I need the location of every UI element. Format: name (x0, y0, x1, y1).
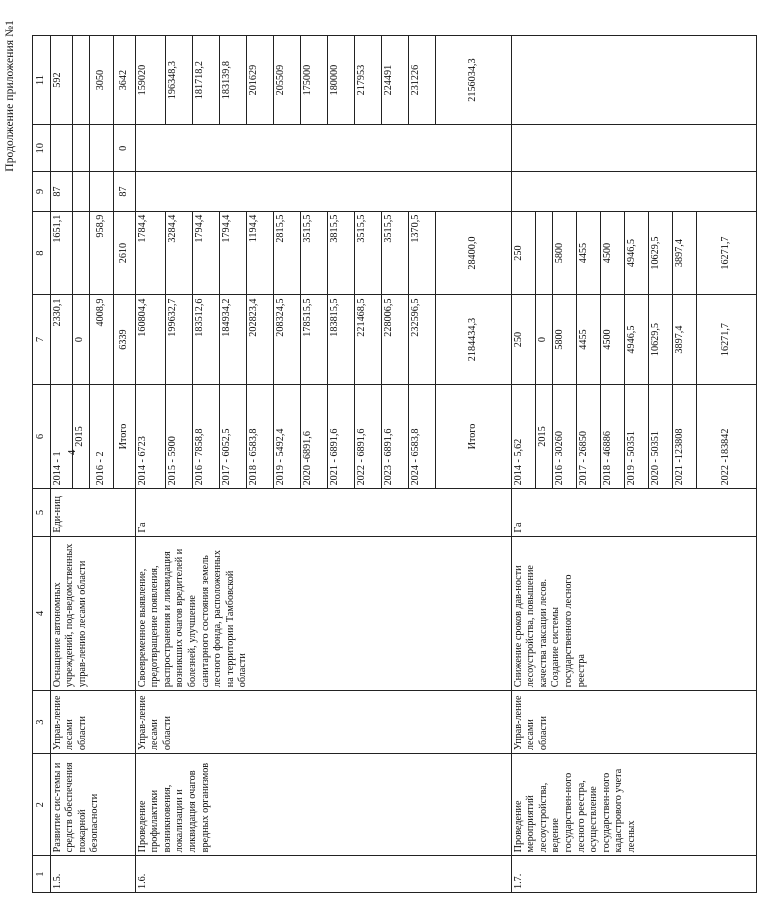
value-cell: 4946,5 (624, 295, 648, 384)
period-cell: 2015 - 5900 (165, 384, 192, 489)
value-cell: 4946,5 (624, 211, 648, 295)
section-measure: Снижение сроков дав-ности лесоустройства, повышение качества таксации лесов. Создание системы государственного лесного реестра (511, 536, 756, 691)
section-name: Проведение мероприятий лесоустройства, ведение государствен-ного лесного реестра, осуществление государствен-ного кадастрового учета лесных (511, 754, 756, 856)
value-cell: 2815,5 (273, 211, 300, 295)
value-cell: 2156034,3 (435, 36, 511, 125)
period-cell: 2018 - 6583,8 (246, 384, 273, 489)
period-cell: 2014 - 1 (50, 384, 72, 489)
value-cell: 10629,5 (648, 211, 672, 295)
value-cell: 3897,4 (672, 295, 696, 384)
value-cell: 3815,5 (327, 211, 354, 295)
value-cell: 1794,4 (219, 211, 246, 295)
period-cell: 2014 - 5,62 (511, 384, 535, 489)
value-cell: 3515,5 (381, 211, 408, 295)
value-cell: 175000 (300, 36, 327, 125)
value-cell: 16271,7 (696, 295, 756, 384)
period-cell: 2020 -6891,6 (300, 384, 327, 489)
value-cell: 3897,4 (672, 211, 696, 295)
value-cell: 0 (72, 295, 89, 384)
value-cell: 1370,5 (408, 211, 435, 295)
value-cell: 4500 (600, 295, 624, 384)
period-cell: 2016 - 7858,8 (192, 384, 219, 489)
period-cell: 2018 - 46886 (600, 384, 624, 489)
value-cell (72, 125, 89, 172)
value-cell: 2610 (113, 211, 135, 295)
section-unit: Га (135, 489, 511, 536)
col-header: 1 (33, 856, 51, 893)
section-number: 1.6. (135, 856, 511, 893)
value-cell: 10629,5 (648, 295, 672, 384)
value-cell: 232596,5 (408, 295, 435, 384)
value-cell: 183815,5 (327, 295, 354, 384)
period-cell: 2015 (535, 384, 552, 489)
value-cell: 592 (50, 36, 72, 125)
col-header: 3 (33, 691, 51, 754)
value-cell: 87 (113, 172, 135, 211)
period-cell: 2023 - 6891,6 (381, 384, 408, 489)
value-cell: 3515,5 (354, 211, 381, 295)
value-cell (72, 172, 89, 211)
period-cell: 2022 - 6891,6 (354, 384, 381, 489)
col-header: 11 (33, 36, 51, 125)
period-cell: Итого (435, 384, 511, 489)
value-cell: 199632,7 (165, 295, 192, 384)
section-measure: Оснащение автономных учреждений, под-ведомственных управ-лению лесами области (50, 536, 135, 691)
value-cell: 196348,3 (165, 36, 192, 125)
continuation-label: Продолжение приложения №1 (4, 20, 16, 172)
empty-cell (511, 125, 756, 172)
period-cell: 2014 - 6723 (135, 384, 165, 489)
value-cell: 160804,4 (135, 295, 165, 384)
section-measure: Своевременное выявление, предотвращение появления, распространения и ликвидация возникших очагов вредителей и болезней, улучшение санитарного состояния земель лесного фонда, расположенных на территории Тамбовской области (135, 536, 511, 691)
value-cell: 0 (113, 125, 135, 172)
section-executor: Управ-ление лесами области (511, 691, 756, 754)
period-cell: 2024 - 6583,8 (408, 384, 435, 489)
value-cell: 208324,5 (273, 295, 300, 384)
value-cell: 0 (535, 295, 552, 384)
empty-cell (511, 36, 756, 125)
value-cell (89, 125, 113, 172)
period-cell: 2021 -123808 (672, 384, 696, 489)
section-executor: Управ-ление лесами области (50, 691, 135, 754)
value-cell: 181718,2 (192, 36, 219, 125)
value-cell (535, 211, 552, 295)
period-cell: 2019 - 5492,4 (273, 384, 300, 489)
period-cell: 2022 -183842 (696, 384, 756, 489)
period-cell: 2016 - 30260 (552, 384, 576, 489)
value-cell: 201629 (246, 36, 273, 125)
value-cell: 3284,4 (165, 211, 192, 295)
value-cell (50, 125, 72, 172)
value-cell: 2330,1 (50, 295, 72, 384)
empty-cell (135, 125, 511, 172)
value-cell: 1194,4 (246, 211, 273, 295)
value-cell: 5800 (552, 211, 576, 295)
value-cell (72, 36, 89, 125)
period-cell: 2015 (72, 384, 89, 489)
value-cell: 202823,4 (246, 295, 273, 384)
value-cell: 178515,5 (300, 295, 327, 384)
value-cell: 3642 (113, 36, 135, 125)
period-cell: 2017 - 26850 (576, 384, 600, 489)
value-cell: 250 (511, 211, 535, 295)
value-cell: 6339 (113, 295, 135, 384)
value-cell: 3515,5 (300, 211, 327, 295)
period-cell: Итого (113, 384, 135, 489)
value-cell: 4455 (576, 211, 600, 295)
section-name: Проведение профилактики возникновения, локализации и ликвидация очагов вредных организмов (135, 754, 511, 856)
value-cell: 221468,5 (354, 295, 381, 384)
value-cell: 205509 (273, 36, 300, 125)
value-cell: 958,9 (89, 211, 113, 295)
value-cell: 183512,6 (192, 295, 219, 384)
value-cell (89, 172, 113, 211)
empty-cell (135, 172, 511, 211)
value-cell: 224491 (381, 36, 408, 125)
value-cell: 250 (511, 295, 535, 384)
section-number: 1.7. (511, 856, 756, 893)
column-number-row (33, 36, 51, 893)
value-cell: 16271,7 (696, 211, 756, 295)
col-header: 10 (33, 125, 51, 172)
table-row (511, 36, 535, 893)
empty-cell (511, 172, 756, 211)
col-header: 9 (33, 172, 51, 211)
table-row (135, 36, 165, 893)
value-cell: 228006,5 (381, 295, 408, 384)
col-header: 7 (33, 295, 51, 384)
col-header: 8 (33, 211, 51, 295)
period-cell: 2020 - 50351 (648, 384, 672, 489)
section-name: Развитие сис-темы и средств обеспечения пожарной безопасности (50, 754, 135, 856)
value-cell: 2184434,3 (435, 295, 511, 384)
value-cell: 3050 (89, 36, 113, 125)
value-cell: 1794,4 (192, 211, 219, 295)
section-unit: Еди-ниц (50, 489, 135, 536)
value-cell: 28400,0 (435, 211, 511, 295)
section-executor: Управ-ление лесами области (135, 691, 511, 754)
value-cell: 87 (50, 172, 72, 211)
col-header: 2 (33, 754, 51, 856)
value-cell: 4455 (576, 295, 600, 384)
value-cell: 231226 (408, 36, 435, 125)
section-number: 1.5. (50, 856, 135, 893)
section-unit: Га (511, 489, 756, 536)
col-header: 6 (33, 384, 51, 489)
value-cell: 180000 (327, 36, 354, 125)
value-cell: 1651,1 (50, 211, 72, 295)
period-cell: 2019 - 50351 (624, 384, 648, 489)
col-header: 5 (33, 489, 51, 536)
period-cell: 2017 - 6052,5 (219, 384, 246, 489)
table-row (50, 36, 72, 893)
value-cell: 4008,9 (89, 295, 113, 384)
value-cell: 1784,4 (135, 211, 165, 295)
program-table (32, 35, 757, 893)
period-cell: 2021 - 6891,6 (327, 384, 354, 489)
period-cell: 2016 - 2 (89, 384, 113, 489)
value-cell: 4500 (600, 211, 624, 295)
value-cell (72, 211, 89, 295)
col-header: 4 (33, 536, 51, 691)
value-cell: 217953 (354, 36, 381, 125)
value-cell: 5800 (552, 295, 576, 384)
value-cell: 184934,2 (219, 295, 246, 384)
value-cell: 159020 (135, 36, 165, 125)
value-cell: 183139,8 (219, 36, 246, 125)
page-number: 4 (66, 449, 78, 456)
